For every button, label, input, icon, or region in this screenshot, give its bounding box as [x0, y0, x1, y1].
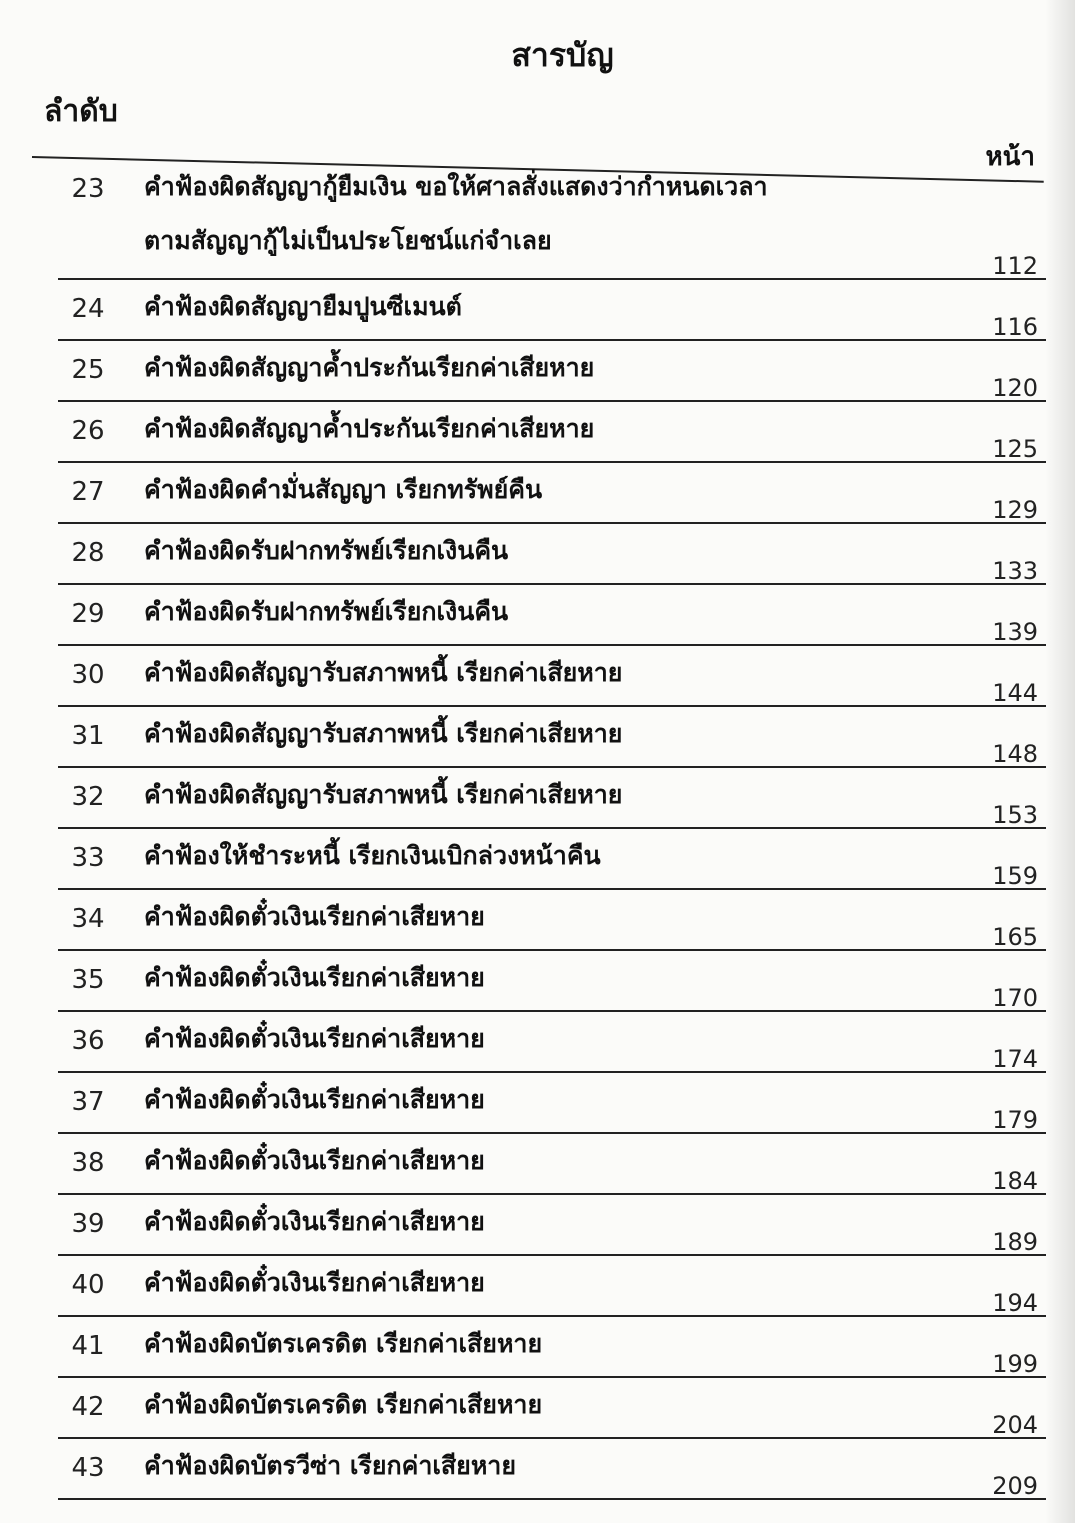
- entry-title-line: คำฟ้องให้ชำระหนี้ เรียกเงินเบิกล่วงหน้าคืน: [144, 841, 601, 870]
- entry-title: [144, 1134, 485, 1188]
- toc-row: [58, 402, 1046, 463]
- entry-title-line: คำฟ้องผิดรับฝากทรัพย์เรียกเงินคืน: [144, 536, 509, 565]
- entry-number: 43: [71, 1453, 105, 1483]
- entry-title: [144, 1073, 485, 1127]
- toc-row: [58, 890, 1046, 951]
- entry-page-number: 112: [992, 252, 1038, 280]
- entry-title-line: คำฟ้องผิดสัญญากู้ยืมเงิน ขอให้ศาลสั่งแสดงว่ากำหนดเวลา: [144, 172, 768, 201]
- toc-row: [58, 707, 1046, 768]
- entry-number: 30: [71, 660, 105, 690]
- entry-title-line: คำฟ้องผิดตั๋วเงินเรียกค่าเสียหาย: [144, 1024, 485, 1053]
- entry-page-number: 139: [992, 618, 1038, 646]
- entry-title-line: คำฟ้องผิดคำมั่นสัญญา เรียกทรัพย์คืน: [144, 475, 543, 504]
- page-column-header: หน้า: [985, 142, 1035, 172]
- entry-page-number: 144: [992, 679, 1038, 707]
- entry-page-number: 174: [992, 1045, 1038, 1073]
- toc-row: [58, 1134, 1046, 1195]
- entry-number: 41: [71, 1331, 105, 1361]
- entry-title-line: คำฟ้องผิดบัตรวีซ่า เรียกค่าเสียหาย: [144, 1451, 516, 1480]
- entry-number: 39: [71, 1209, 105, 1239]
- entry-title: [144, 585, 508, 639]
- toc-row: [58, 1073, 1046, 1134]
- entry-title: [144, 1256, 485, 1310]
- order-column-header: ลำดับ: [44, 94, 118, 129]
- entry-number: 25: [71, 355, 105, 385]
- entry-title-line: คำฟ้องผิดตั๋วเงินเรียกค่าเสียหาย: [144, 1268, 485, 1297]
- toc-row: [58, 768, 1046, 829]
- entry-page-number: 153: [992, 801, 1038, 829]
- entry-page-number: 125: [992, 435, 1038, 463]
- toc-row: [58, 646, 1046, 707]
- entry-title: [144, 951, 485, 1005]
- entry-number: 33: [71, 843, 105, 873]
- entry-page-number: 209: [992, 1472, 1038, 1500]
- toc-row: [58, 280, 1046, 341]
- page-title: สารบัญ: [511, 36, 614, 74]
- entry-page-number: 184: [992, 1167, 1038, 1195]
- toc-row: [58, 1317, 1046, 1378]
- entry-number: 28: [71, 538, 105, 568]
- toc-row: [58, 524, 1046, 585]
- entry-title-line: คำฟ้องผิดตั๋วเงินเรียกค่าเสียหาย: [144, 1207, 485, 1236]
- entry-title: [144, 1012, 485, 1066]
- toc-row: [58, 1256, 1046, 1317]
- entry-title-line: คำฟ้องผิดตั๋วเงินเรียกค่าเสียหาย: [144, 963, 485, 992]
- entry-title: [144, 160, 768, 268]
- page-edge-shadow: [1045, 0, 1075, 1523]
- entry-title: [144, 341, 594, 395]
- entry-page-number: 204: [992, 1411, 1038, 1439]
- entry-title-line: คำฟ้องผิดสัญญารับสภาพหนี้ เรียกค่าเสียหาย: [144, 658, 623, 687]
- entry-title: [144, 768, 622, 822]
- toc-row: [58, 585, 1046, 646]
- entry-number: 32: [71, 782, 105, 812]
- entry-title-line: คำฟ้องผิดบัตรเครดิต เรียกค่าเสียหาย: [144, 1390, 543, 1419]
- entry-title-line: คำฟ้องผิดสัญญายืมปูนซีเมนต์: [144, 292, 462, 321]
- toc-row: [58, 951, 1046, 1012]
- entry-page-number: 189: [992, 1228, 1038, 1256]
- entry-number: 36: [71, 1026, 105, 1056]
- toc-row: [58, 1378, 1046, 1439]
- entry-number: 29: [71, 599, 105, 629]
- entry-page-number: 116: [992, 313, 1038, 341]
- entry-number: 24: [71, 294, 105, 324]
- entry-title-line: คำฟ้องผิดสัญญาค้ำประกันเรียกค่าเสียหาย: [144, 353, 595, 382]
- toc-row: [58, 1012, 1046, 1073]
- entry-title-line: คำฟ้องผิดบัตรเครดิต เรียกค่าเสียหาย: [144, 1329, 543, 1358]
- entry-page-number: 129: [992, 496, 1038, 524]
- entry-title: [144, 646, 622, 700]
- entry-title-line: คำฟ้องผิดตั๋วเงินเรียกค่าเสียหาย: [144, 902, 485, 931]
- entry-number: 38: [71, 1148, 105, 1178]
- entry-page-number: 133: [992, 557, 1038, 585]
- entry-number: 26: [71, 416, 105, 446]
- entry-title-line: คำฟ้องผิดตั๋วเงินเรียกค่าเสียหาย: [144, 1085, 485, 1114]
- entry-title: [144, 1439, 516, 1493]
- entry-page-number: 120: [992, 374, 1038, 402]
- toc-row: [58, 341, 1046, 402]
- toc-row: [58, 829, 1046, 890]
- entry-number: 40: [71, 1270, 105, 1300]
- toc-list: [58, 160, 1046, 1500]
- entry-title: [144, 890, 485, 944]
- entry-number: 27: [71, 477, 105, 507]
- entry-title-line: คำฟ้องผิดรับฝากทรัพย์เรียกเงินคืน: [144, 597, 509, 626]
- toc-row: [58, 1195, 1046, 1256]
- toc-row: [58, 160, 1046, 280]
- entry-page-number: 199: [992, 1350, 1038, 1378]
- entry-title-line: คำฟ้องผิดสัญญาค้ำประกันเรียกค่าเสียหาย: [144, 414, 595, 443]
- entry-number: 31: [71, 721, 105, 751]
- entry-page-number: 194: [992, 1289, 1038, 1317]
- entry-page-number: 165: [992, 923, 1038, 951]
- entry-title: [144, 1317, 542, 1371]
- entry-title-line: คำฟ้องผิดสัญญารับสภาพหนี้ เรียกค่าเสียหาย: [144, 719, 623, 748]
- entry-title: [144, 463, 542, 517]
- entry-title-line: ตามสัญญากู้ไม่เป็นประโยชน์แก่จำเลย: [144, 226, 552, 255]
- entry-title: [144, 707, 622, 761]
- entry-title: [144, 1195, 485, 1249]
- entry-title: [144, 524, 508, 578]
- toc-row: [58, 463, 1046, 524]
- entry-title-line: คำฟ้องผิดตั๋วเงินเรียกค่าเสียหาย: [144, 1146, 485, 1175]
- toc-row: [58, 1439, 1046, 1500]
- entry-number: 34: [71, 904, 105, 934]
- entry-title-line: คำฟ้องผิดสัญญารับสภาพหนี้ เรียกค่าเสียหาย: [144, 780, 623, 809]
- entry-number: 23: [71, 174, 105, 204]
- entry-number: 42: [71, 1392, 105, 1422]
- entry-number: 35: [71, 965, 105, 995]
- entry-number: 37: [71, 1087, 105, 1117]
- entry-page-number: 170: [992, 984, 1038, 1012]
- entry-page-number: 148: [992, 740, 1038, 768]
- entry-page-number: 179: [992, 1106, 1038, 1134]
- entry-title: [144, 829, 601, 883]
- entry-title: [144, 1378, 542, 1432]
- entry-page-number: 159: [992, 862, 1038, 890]
- entry-title: [144, 402, 594, 456]
- entry-title: [144, 280, 462, 334]
